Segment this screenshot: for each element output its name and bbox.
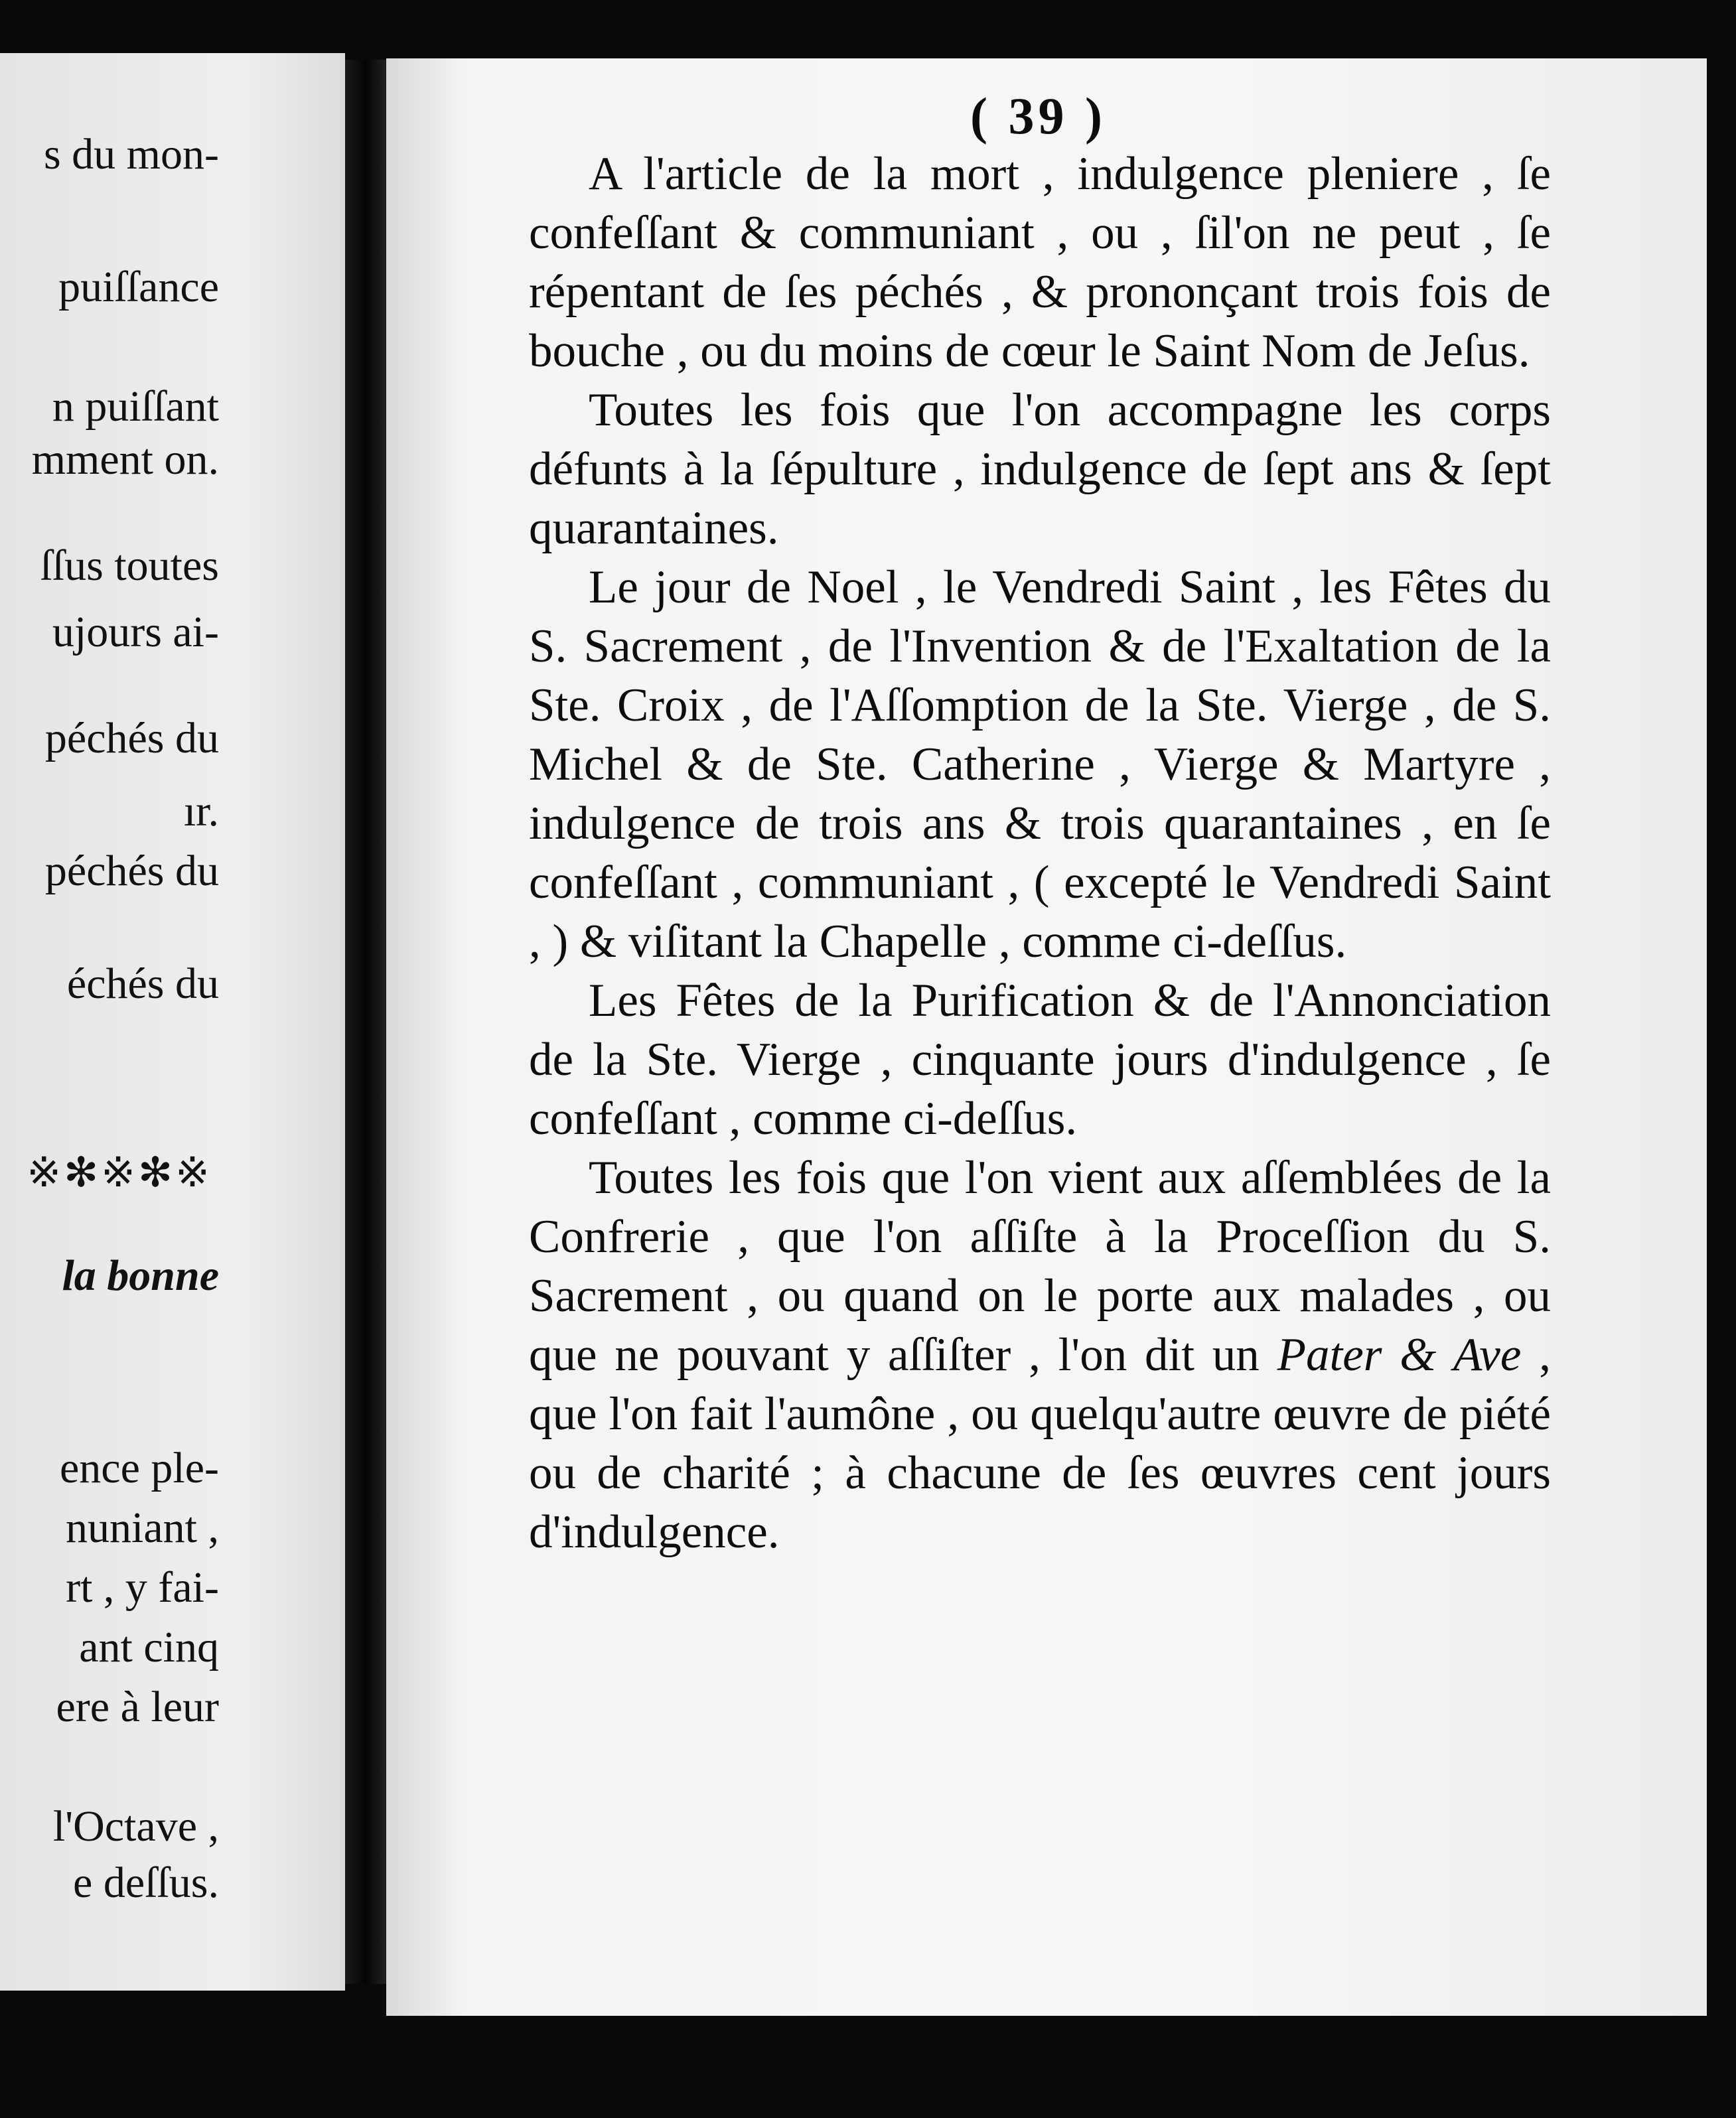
- pater-ave-italic: Pater & Ave: [1277, 1329, 1522, 1381]
- left-page-line: puiſſance: [58, 263, 219, 311]
- paragraph-assemblees-part2: , que l'on fait l'aumône , ou quelqu'autre œuvre de piété ou de charité ; à chacune de ſes œuvres cent jours d'indulgence.: [529, 1329, 1551, 1558]
- left-page-line: échés du: [66, 959, 219, 1008]
- paragraph-purification: Les Fêtes de la Purification & de l'Annonciation de la Ste. Vierge , cinquante jours d'indulgence , ſe confeſſant , comme ci-deſſus.: [529, 975, 1551, 1145]
- left-page-line: ır.: [183, 787, 219, 835]
- page-number: ( 39 ): [970, 87, 1106, 145]
- left-page-line: s du mon-: [44, 130, 219, 178]
- paragraph-fetes: Le jour de Noel , le Vendredi Saint , les Fêtes du S. Sacrement , de l'Invention & de l'Exaltation de la Ste. Croix , de l'Aſſomption de la Ste. Vierge , de S. Michel & de Ste. Catherine , Vierge & Martyre , indulgence de trois ans & trois quarantaines , en ſe confeſſant , communiant , ( excepté le Vendredi Saint , ) & viſitant la Chapelle , comme ci-deſſus.: [529, 561, 1551, 967]
- left-page-line: n puiſſant: [52, 382, 219, 431]
- left-page-line: nuniant ,: [66, 1504, 219, 1552]
- paragraph-sepulture: Toutes les fois que l'on accompagne les corps défunts à la ſépulture , indulgence de ſept ans & ſept quarantaines.: [529, 384, 1551, 554]
- paragraph-article-de-la-mort: A l'article de la mort , indulgence pleniere , ſe confeſſant & communiant , ou , ſil'on ne peut , ſe répentant de ſes péchés , & prononçant trois fois de bouche , ou du moins de cœur le Saint Nom de Jeſus.: [529, 148, 1551, 377]
- left-page-line: ujours ai-: [52, 608, 219, 656]
- left-page-line: ant cinq: [79, 1623, 219, 1671]
- left-page-line: rt , y fai-: [66, 1563, 219, 1612]
- page-body: [529, 145, 1551, 1562]
- left-page-line: ſſus toutes: [40, 541, 219, 590]
- paragraph-assemblees-part1: Toutes les fois que l'on vient aux aſſemblées de la Confrerie , que l'on aſſiſte à la Proceſſion du S. Sacrement , ou quand on le porte aux malades , ou que ne pouvant y aſſiſter , l'on dit un: [529, 1152, 1551, 1381]
- left-page-line: ere à leur: [56, 1683, 219, 1731]
- left-page-line: mment on.: [31, 435, 219, 484]
- left-page-line: péchés du: [44, 847, 219, 895]
- left-page-line: l'Octave ,: [52, 1802, 219, 1851]
- left-page: [0, 53, 345, 1991]
- left-page-line: la bonne: [62, 1251, 219, 1300]
- paragraph-assemblees: [529, 1149, 1551, 1562]
- left-page-line: péchés du: [44, 714, 219, 762]
- left-page-line: ence ple-: [60, 1444, 219, 1492]
- book-gutter: [345, 60, 386, 1984]
- left-page-line: e deſſus.: [73, 1859, 219, 1907]
- printer-ornament: ※✻※✻※: [27, 1148, 212, 1196]
- right-page: [386, 58, 1707, 2016]
